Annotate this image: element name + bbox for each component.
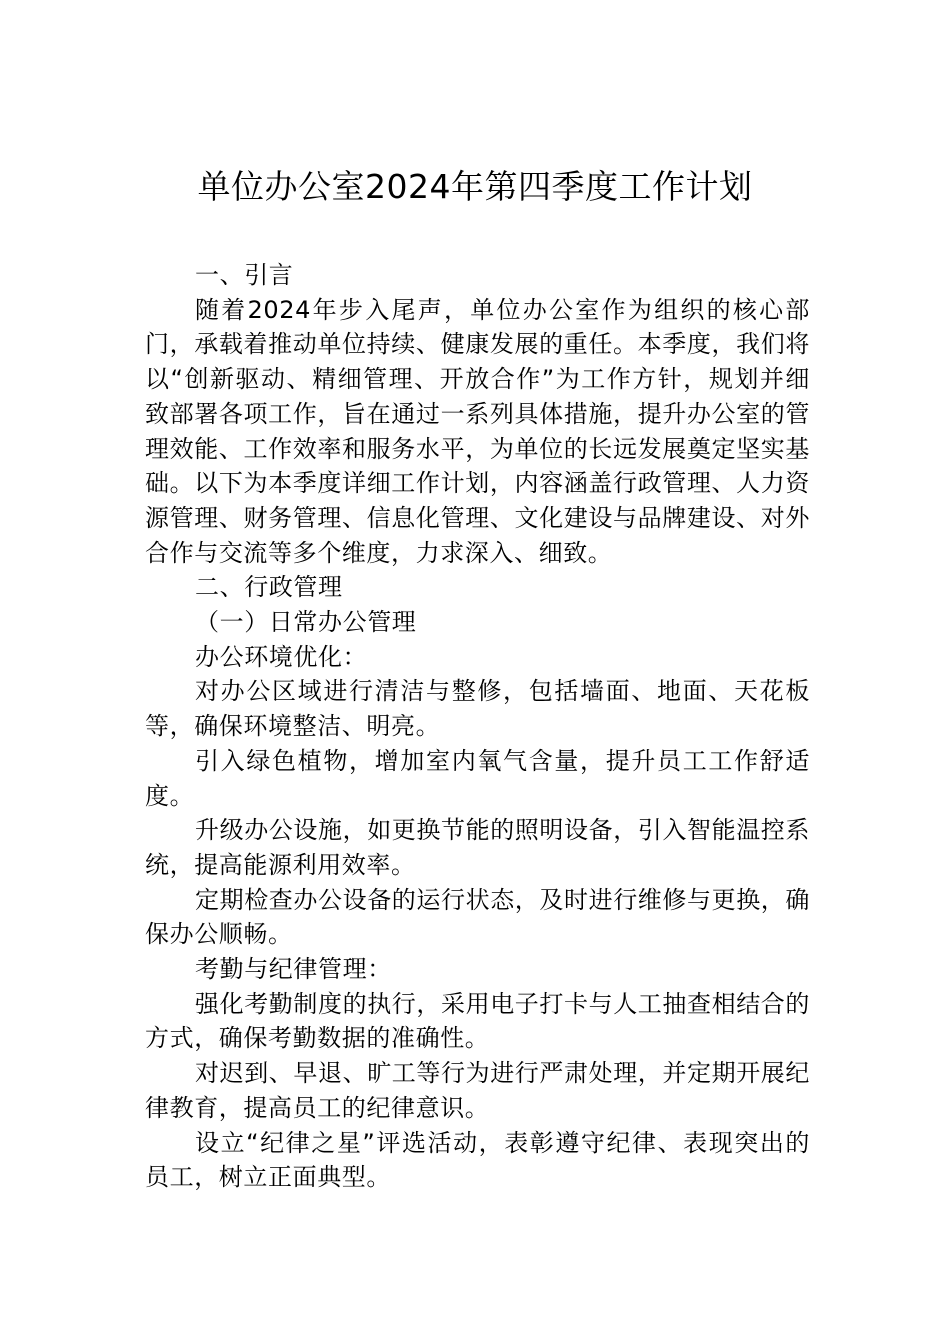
section-heading-introduction: 一、引言 — [195, 261, 294, 289]
body-paragraph: 定期检查办公设备的运行状态，及时进行维修与更换，确保办公顺畅。 — [145, 885, 810, 949]
body-paragraph: 升级办公设施，如更换节能的照明设备，引入智能温控系统，提高能源利用效率。 — [145, 816, 810, 879]
document-title: 单位办公室2024年第四季度工作计划 — [197, 167, 753, 206]
introduction-paragraph: 随着2024年步入尾声，单位办公室作为组织的核心部门，承载着推动单位持续、健康发展的重任。本季度，我们将以“创新驱动、精细管理、开放合作”为工作方针，规划并细致部署各项工作，旨在通过一系列具体措施，提升办公室的管理效能、工作效率和服务水平，为单位的长远发展奠定坚实基础。以下为本季度详细工作计划，内容涵盖行政管理、人力资源管理、财务管理、信息化管理、文化建设与品牌建设、对外合作与交流等多个维度，力求深入、细致。 — [145, 295, 810, 567]
item-heading-attendance: 考勤与纪律管理： — [195, 955, 392, 984]
section-heading-administration: 二、行政管理 — [195, 573, 343, 602]
item-heading-office-environment: 办公环境优化： — [195, 642, 368, 671]
body-paragraph: 设立“纪律之星”评选活动，表彰遵守纪律、表现突出的员工，树立正面典型。 — [145, 1128, 810, 1192]
subsection-heading-daily-office: （一）日常办公管理 — [195, 608, 417, 637]
body-paragraph: 对办公区域进行清洁与整修，包括墙面、地面、天花板等，确保环境整洁、明亮。 — [145, 677, 810, 741]
body-paragraph: 强化考勤制度的执行，采用电子打卡与人工抽查相结合的方式，确保考勤数据的准确性。 — [145, 989, 810, 1053]
document-body — [145, 258, 810, 1195]
body-paragraph: 对迟到、早退、旷工等行为进行严肃处理，并定期开展纪律教育，提高员工的纪律意识。 — [145, 1059, 810, 1122]
body-paragraph: 引入绿色植物，增加室内氧气含量，提升员工工作舒适度。 — [145, 746, 810, 810]
